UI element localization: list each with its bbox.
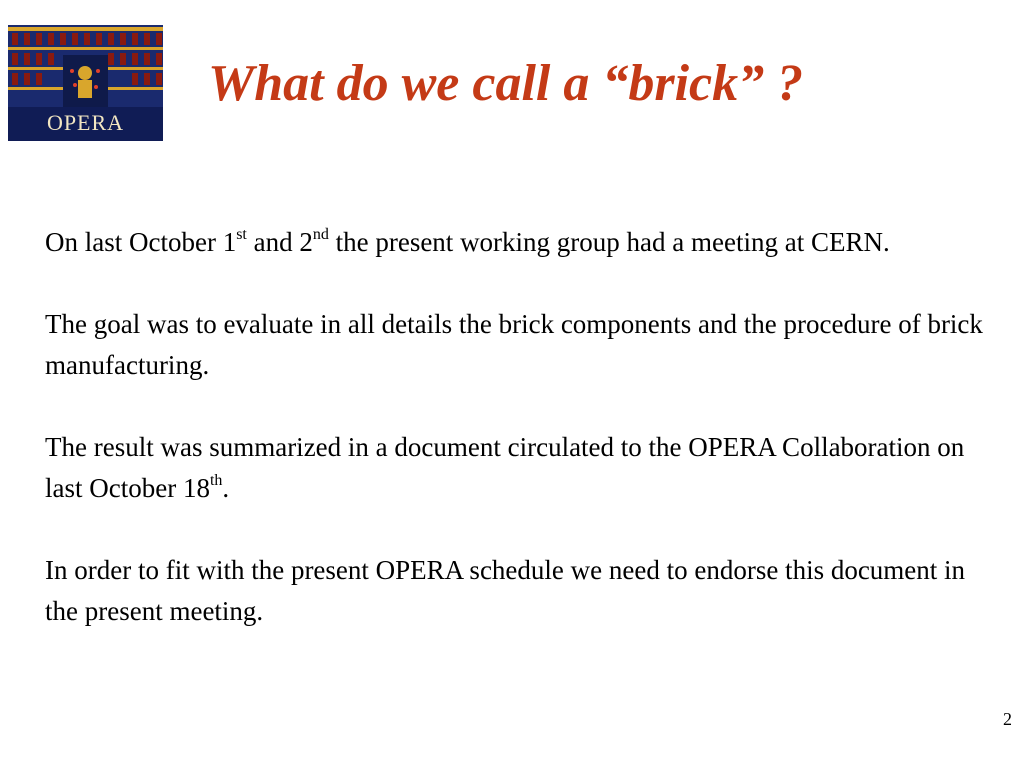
logo-text: OPERA [46, 110, 125, 135]
paragraph-result: The result was summarized in a document circulated to the OPERA Collaboration on last October 18th. [45, 432, 965, 503]
slide-body [45, 222, 995, 632]
paragraph-meeting: On last October 1st and 2nd the present working group had a meeting at CERN. [45, 226, 890, 257]
opera-logo [8, 25, 163, 141]
paragraph-schedule: In order to fit with the present OPERA schedule we need to endorse this document in the present meeting. [45, 555, 966, 626]
slide-title: What do we call a “brick” ? [208, 55, 804, 112]
paragraph-goal: The goal was to evaluate in all details the brick components and the procedure of brick manufacturing. [45, 309, 983, 380]
page-number: 2 [1003, 709, 1012, 729]
